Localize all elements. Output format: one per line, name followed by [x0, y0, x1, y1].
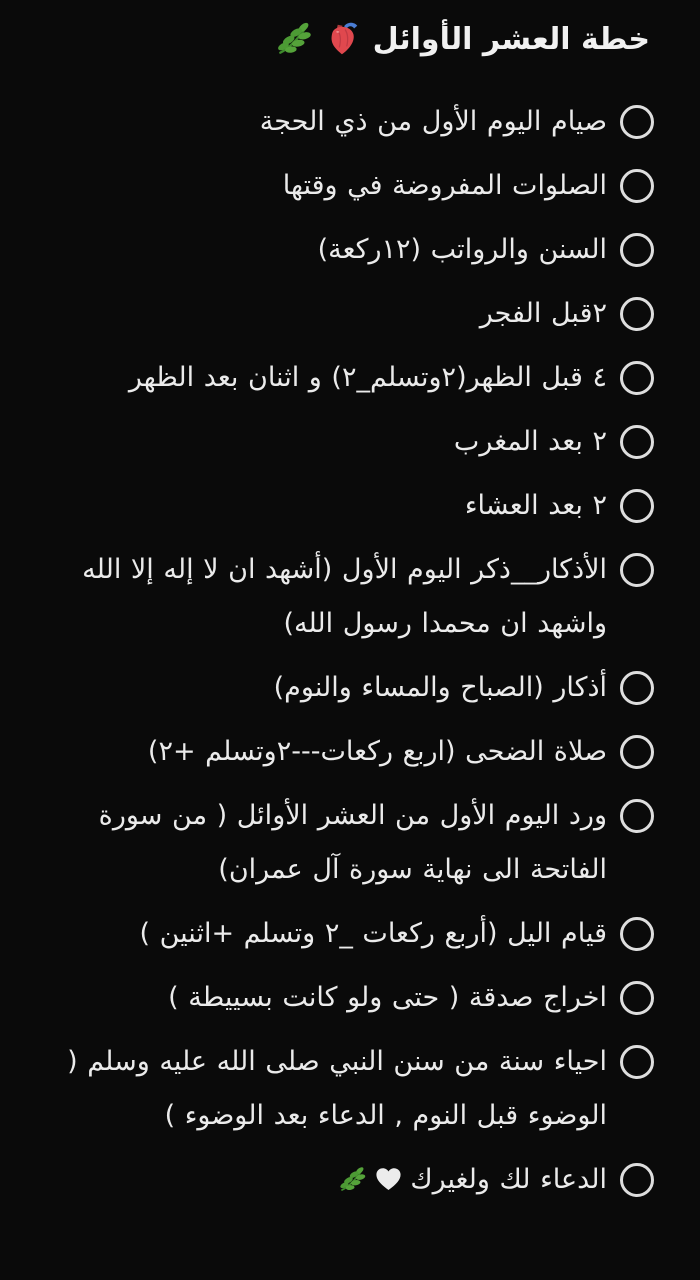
checklist-item: [50, 351, 654, 405]
checklist-item: [50, 789, 654, 897]
checkbox-circle[interactable]: [620, 1163, 654, 1197]
checklist-item: [50, 415, 654, 469]
herb-icon: [338, 1165, 367, 1194]
checklist: [50, 95, 654, 1207]
checklist-item: [50, 971, 654, 1025]
checklist-item-label: ٢ بعد العشاء: [464, 490, 607, 521]
checklist-item: [50, 907, 654, 961]
checklist-item: [50, 479, 654, 533]
anatomical-heart-icon: [324, 20, 362, 58]
white-heart-icon: [374, 1165, 403, 1194]
checkbox-circle[interactable]: [620, 233, 654, 267]
checklist-item-label: صيام اليوم الأول من ذي الحجة: [259, 106, 607, 137]
checkbox-circle[interactable]: [620, 1045, 654, 1079]
checklist-item-label: أذكار (الصباح والمساء والنوم): [273, 672, 607, 703]
checklist-item-label: الصلوات المفروضة في وقتها: [282, 170, 607, 201]
checklist-item: [50, 159, 654, 213]
checkbox-circle[interactable]: [620, 169, 654, 203]
checklist-item-label: احياء سنة من سنن النبي صلى الله عليه وسلم ( الوضوء قبل النوم , الدعاء بعد الوضوء ): [67, 1046, 607, 1131]
checkbox-circle[interactable]: [620, 917, 654, 951]
checklist-item-label: صلاة الضحى (اربع ركعات---٢وتسلم +٢): [147, 736, 607, 767]
checklist-item: [50, 95, 654, 149]
checkbox-circle[interactable]: [620, 981, 654, 1015]
checklist-item-label: ٢ بعد المغرب: [453, 426, 607, 457]
checklist-item: [50, 661, 654, 715]
checklist-item: [50, 1153, 654, 1207]
checkbox-circle[interactable]: [620, 671, 654, 705]
checkbox-circle[interactable]: [620, 425, 654, 459]
checkbox-circle[interactable]: [620, 799, 654, 833]
herb-icon: [275, 20, 313, 58]
checkbox-circle[interactable]: [620, 553, 654, 587]
checklist-item: [50, 543, 654, 651]
checklist-item-label: ورد اليوم الأول من العشر الأوائل ( من سورة الفاتحة الى نهاية سورة آل عمران): [98, 800, 607, 885]
checklist-item-label: السنن والرواتب (١٢ركعة): [317, 234, 607, 265]
checkbox-circle[interactable]: [620, 489, 654, 523]
checkbox-circle[interactable]: [620, 361, 654, 395]
checklist-item-label: الدعاء لك ولغيرك: [50, 1153, 607, 1207]
checklist-item: [50, 287, 654, 341]
checklist-item-label: اخراج صدقة ( حتى ولو كانت بسييطة ): [168, 982, 607, 1013]
checklist-item-label: ٤ قبل الظهر(٢وتسلم_٢) و اثنان بعد الظهر: [128, 362, 607, 393]
checklist-item-label: ٢قبل الفجر: [479, 298, 607, 329]
checkbox-circle[interactable]: [620, 735, 654, 769]
checklist-item: [50, 725, 654, 779]
checklist-item-label: الأذكار__ذكر اليوم الأول (أشهد ان لا إله إلا الله واشهد ان محمدا رسول الله): [82, 554, 607, 639]
checklist-item-label: قيام اليل (أربع ركعات _٢ وتسلم +اثنين ): [139, 918, 607, 949]
checkbox-circle[interactable]: [620, 105, 654, 139]
checkbox-circle[interactable]: [620, 297, 654, 331]
checklist-item: [50, 223, 654, 277]
page-title: [50, 20, 650, 58]
checklist-item: [50, 1035, 654, 1143]
page-title-text: خطة العشر الأوائل: [372, 21, 650, 57]
